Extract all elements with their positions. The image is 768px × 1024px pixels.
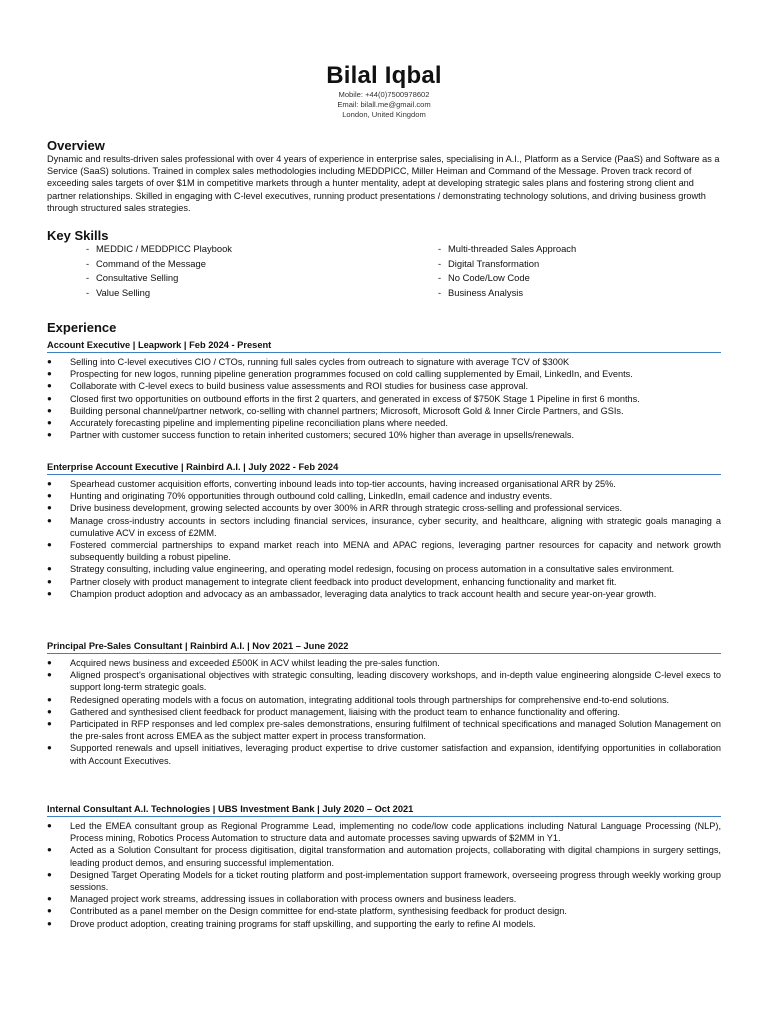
bullet-text: Accurately forecasting pipeline and implementing pipeline reconciliation plans where needed. bbox=[70, 418, 448, 429]
bullet-text: Partner closely with product management to integrate client feedback into product development, enhancing functionality and market fit. bbox=[70, 576, 617, 587]
bullet-text: Led the EMEA consultant group as Regional Programme Lead, implementing no code/low code applications including Natural Language Processing (NLP), Process mining, Robotics Process Automation to structure data and automate processes saving upwards of $2MM in Y1. bbox=[70, 821, 721, 844]
bullet-text: Building personal channel/partner network, co-selling with channel partners; Microsoft, Microsoft Gold & Inner Circle Partners, and GSIs. bbox=[70, 405, 624, 416]
experience-heading: Experience bbox=[47, 320, 117, 335]
skill-label: Business Analysis bbox=[448, 286, 524, 298]
bullet-dot-icon: ● bbox=[47, 821, 52, 830]
bullet-dot-icon: ● bbox=[47, 564, 52, 574]
bullet-item bbox=[47, 905, 721, 917]
bullet-text: Prospecting for new logos, running pipeline generation programmes focused on cold calling supplemented by Email, LinkedIn, and Events. bbox=[70, 369, 633, 380]
bullet-text: Redesigned operating models with a focus on automation, integrating additional tools through partnerships for comprehensive end-to-end solutions. bbox=[70, 694, 670, 705]
job-bullets bbox=[47, 478, 721, 600]
dash-marker: - bbox=[86, 286, 90, 298]
bullet-dot-icon: ● bbox=[47, 845, 52, 855]
bullet-text: Drive business development, growing selected accounts by over 300% in ARR through strategic cross-selling and professional services. bbox=[70, 503, 623, 514]
bullet-item bbox=[47, 368, 721, 380]
skill-item bbox=[86, 286, 386, 301]
bullet-item bbox=[47, 417, 721, 429]
bullet-dot-icon: ● bbox=[47, 670, 52, 680]
bullet-dot-icon: ● bbox=[47, 894, 52, 904]
job-bullets bbox=[47, 657, 721, 767]
contact-mobile: Mobile: +44(0)7500978602 bbox=[338, 90, 430, 99]
skill-label: Value Selling bbox=[96, 286, 151, 298]
bullet-item bbox=[47, 515, 721, 539]
overview-heading: Overview bbox=[47, 138, 105, 153]
contact-location: London, United Kingdom bbox=[342, 110, 426, 119]
skill-label: Multi-threaded Sales Approach bbox=[448, 243, 577, 254]
bullet-text: Collaborate with C-level execs to build business value assessments and ROI studies for business case approval. bbox=[70, 381, 529, 392]
bullet-dot-icon: ● bbox=[47, 588, 52, 598]
skill-item bbox=[86, 271, 386, 286]
skills-column-left bbox=[86, 242, 386, 300]
bullet-text: Designed Target Operating Models for a ticket routing platform and post-implementation support framework, overseeing progress through weekly working group sessions. bbox=[70, 869, 721, 893]
bullet-item bbox=[47, 742, 721, 766]
bullet-text: Acted as a Solution Consultant for process digitisation, digital transformation and automation projects, collaborating with digital champions in surgery settings, leading product demos, and ensuring successful implementation. bbox=[70, 845, 721, 868]
candidate-name: Bilal Iqbal bbox=[326, 62, 442, 89]
bullet-item bbox=[47, 657, 721, 669]
bullet-dot-icon: ● bbox=[47, 479, 52, 488]
bullet-item bbox=[47, 576, 721, 588]
bullet-text: Gathered and synthesised client feedback for product management, liaising with the product team to enhance functionality and offering. bbox=[70, 706, 620, 717]
bullet-item bbox=[47, 706, 721, 718]
job-entry bbox=[47, 461, 721, 600]
bullet-dot-icon: ● bbox=[47, 405, 52, 415]
bullet-item bbox=[47, 393, 721, 405]
job-bullets bbox=[47, 356, 721, 441]
bullet-dot-icon: ● bbox=[47, 381, 52, 391]
skill-label: Consultative Selling bbox=[96, 272, 179, 284]
skill-item bbox=[438, 271, 738, 286]
job-entry bbox=[47, 339, 721, 441]
dash-marker: - bbox=[86, 272, 90, 284]
bullet-text: Selling into C-level executives CIO / CTOs, running full sales cycles from outreach to signature with average TCV of $300K bbox=[70, 357, 570, 367]
job-entry bbox=[47, 803, 721, 930]
bullet-dot-icon: ● bbox=[47, 869, 52, 879]
bullet-text: Fostered commercial partnerships to expand market reach into MENA and APAC regions, leveraging partner resources for capacity and network growth subsequently building a robust pipeline. bbox=[70, 540, 721, 563]
bullet-item bbox=[47, 356, 721, 368]
skill-label: No Code/Low Code bbox=[448, 272, 530, 284]
bullet-text: Participated in RFP responses and led complex pre-sales demonstrations, ensuring fulfilment of technical specifications and managed Solution Management on the pre-sales front across EMEA as the subject matter expert in process transformation. bbox=[70, 719, 721, 742]
dash-marker: - bbox=[438, 243, 442, 254]
skill-label: MEDDIC / MEDDPICC Playbook bbox=[96, 243, 232, 254]
dash-marker: - bbox=[438, 272, 442, 284]
skill-item bbox=[86, 257, 386, 272]
bullet-dot-icon: ● bbox=[47, 540, 52, 550]
bullet-text: Spearhead customer acquisition efforts, converting inbound leads into top-tier accounts, having increased organisational ARR by 25%. bbox=[70, 479, 616, 489]
bullet-item bbox=[47, 490, 721, 502]
bullet-dot-icon: ● bbox=[47, 430, 52, 440]
bullet-item bbox=[47, 820, 721, 844]
job-title: Account Executive | Leapwork | Feb 2024 - Present bbox=[47, 339, 721, 353]
bullet-item bbox=[47, 694, 721, 706]
bullet-dot-icon: ● bbox=[47, 393, 52, 403]
bullet-item bbox=[47, 405, 721, 417]
bullet-dot-icon: ● bbox=[47, 694, 52, 704]
bullet-text: Contributed as a panel member on the Design committee for end-state platform, synthesising feedback for product design. bbox=[70, 906, 567, 917]
skill-item bbox=[86, 242, 386, 257]
bullet-dot-icon: ● bbox=[47, 743, 52, 753]
bullet-text: Supported renewals and upsell initiatives, leveraging product expertise to drive customer satisfaction and expansion, identifying opportunities in collaboration with Account Executives. bbox=[70, 743, 721, 766]
bullet-dot-icon: ● bbox=[47, 576, 52, 586]
bullet-item bbox=[47, 718, 721, 742]
bullet-item bbox=[47, 918, 721, 930]
bullet-item bbox=[47, 429, 721, 441]
skill-item bbox=[438, 286, 738, 301]
bullet-dot-icon: ● bbox=[47, 719, 52, 729]
key-skills-heading: Key Skills bbox=[47, 228, 109, 243]
job-entry bbox=[47, 640, 721, 767]
dash-marker: - bbox=[438, 257, 442, 269]
bullet-dot-icon: ● bbox=[47, 418, 52, 428]
bullet-dot-icon: ● bbox=[47, 491, 52, 501]
bullet-item bbox=[47, 478, 721, 490]
overview-paragraph: Dynamic and results-driven sales professional with over 4 years of experience in enterprise sales, specialising in A.I., Platform as a Service (PaaS) and Software as a Service (SaaS) solutions. Trained in complex sales methodologies including MEDDPICC, Miller Heiman and Command of the Message. Proven track record of exceeding sales targets of over $1M in competitive markets through a hunter mentality, adept at developing strategic sales plans and fostering strong client and partner relationships. Skilled in engaging with C-level executives, running product presentations / demonstrating technology solutions, and driving business growth through structured sales strategies. bbox=[47, 154, 720, 213]
contact-email: Email: bilall.me@gmail.com bbox=[337, 100, 431, 109]
job-bullets bbox=[47, 820, 721, 930]
bullet-dot-icon: ● bbox=[47, 503, 52, 513]
bullet-item bbox=[47, 893, 721, 905]
bullet-text: Hunting and originating 70% opportunities through outbound cold calling, LinkedIn, email cadence and industry events. bbox=[70, 491, 553, 502]
bullet-text: Manage cross-industry accounts in sectors including financial services, insurance, cyber security, and healthcare, aligning with strategic goals managing a cumulative ACV in excess of £2MM. bbox=[70, 515, 721, 538]
bullet-item bbox=[47, 563, 721, 575]
bullet-text: Strategy consulting, including value engineering, and operating model redesign, focusing on process automation in a consultative sales environment. bbox=[70, 564, 675, 575]
dash-marker: - bbox=[86, 243, 90, 254]
bullet-item bbox=[47, 380, 721, 392]
skill-label: Digital Transformation bbox=[448, 257, 540, 269]
job-title: Internal Consultant A.I. Technologies | UBS Investment Bank | July 2020 – Oct 2021 bbox=[47, 803, 721, 817]
bullet-dot-icon: ● bbox=[47, 906, 52, 916]
bullet-text: Managed project work streams, addressing issues in collaboration with process owners and business leaders. bbox=[70, 894, 517, 905]
job-title: Principal Pre-Sales Consultant | Rainbird A.I. | Nov 2021 – June 2022 bbox=[47, 640, 721, 654]
bullet-dot-icon: ● bbox=[47, 357, 52, 366]
dash-marker: - bbox=[438, 286, 442, 298]
skill-label: Command of the Message bbox=[96, 257, 206, 269]
bullet-text: Acquired news business and exceeded £500K in ACV whilst leading the pre-sales function. bbox=[70, 658, 440, 668]
job-title: Enterprise Account Executive | Rainbird A.I. | July 2022 - Feb 2024 bbox=[47, 461, 721, 475]
bullet-text: Aligned prospect's organisational objectives with strategic consulting, leading discovery workshops, and in-depth value engineering alongside C-level execs to support long-term strategic goals. bbox=[70, 670, 721, 693]
bullet-item bbox=[47, 844, 721, 868]
resume-header bbox=[0, 62, 768, 120]
bullet-dot-icon: ● bbox=[47, 658, 52, 667]
bullet-dot-icon: ● bbox=[47, 706, 52, 716]
bullet-item bbox=[47, 669, 721, 693]
bullet-item bbox=[47, 539, 721, 563]
bullet-text: Partner with customer success function to retain inherited customers; secured 10% higher than average in upsells/renewals. bbox=[70, 430, 575, 441]
bullet-dot-icon: ● bbox=[47, 369, 52, 379]
bullet-dot-icon: ● bbox=[47, 918, 52, 928]
bullet-item bbox=[47, 502, 721, 514]
skill-item bbox=[438, 242, 738, 257]
bullet-text: Drove product adoption, creating training programs for staff upskilling, and supporting the early to refine AI models. bbox=[70, 918, 536, 929]
bullet-text: Champion product adoption and advocacy as an ambassador, leveraging data analytics to track account health and secure year-on-year growth. bbox=[70, 588, 657, 599]
bullet-text: Closed first two opportunities on outbound efforts in the first 2 quarters, and generated in excess of $750K Stage 1 Pipeline in first 6 months. bbox=[70, 393, 640, 404]
skill-item bbox=[438, 257, 738, 272]
dash-marker: - bbox=[86, 257, 90, 269]
bullet-dot-icon: ● bbox=[47, 515, 52, 525]
bullet-item bbox=[47, 588, 721, 600]
bullet-item bbox=[47, 869, 721, 893]
skills-column-right bbox=[438, 242, 738, 300]
